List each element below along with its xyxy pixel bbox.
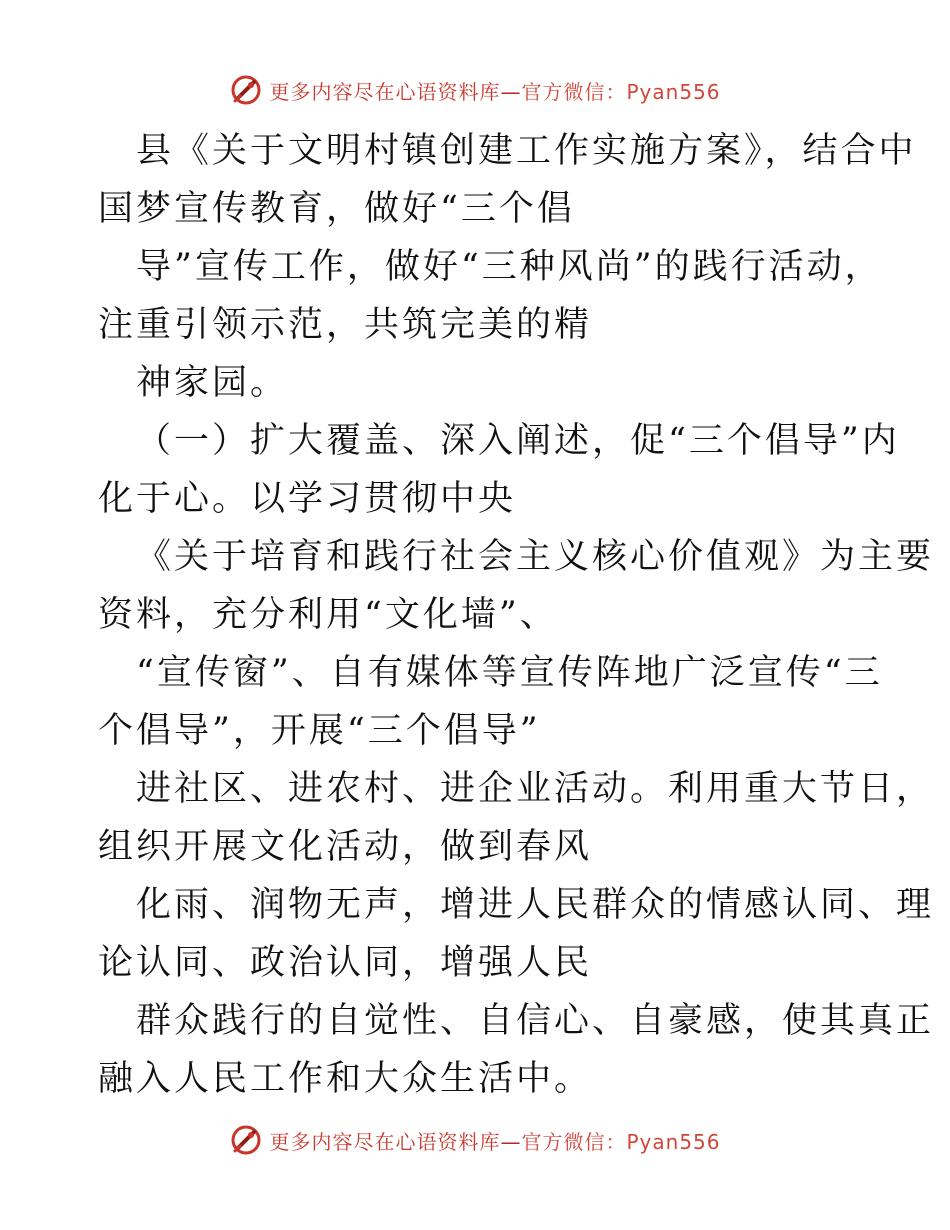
text-line: “宣传窗”、自有媒体等宣传阵地广泛宣传“三 (136, 653, 883, 693)
text-line: 县《关于文明村镇创建工作实施方案》，结合中 (136, 131, 917, 171)
banner-text (269, 76, 720, 105)
document-body (98, 122, 935, 1108)
text-line: 化于心。以学习贯彻中央 (98, 479, 517, 519)
banner-wechat-id: Pyan556 (626, 1129, 721, 1154)
text-line: 群众践行的自觉性、自信心、自豪感，使其真正 (136, 1001, 935, 1041)
banner-main-text: 更多内容尽在心语资料库 (269, 1129, 501, 1154)
banner-main-text: 更多内容尽在心语资料库 (269, 79, 501, 104)
text-line: 注重引领示范，共筑完美的精 (98, 305, 593, 345)
banner-separator: — (500, 79, 522, 104)
footer-banner (0, 1120, 950, 1160)
banner-text (269, 1126, 720, 1155)
text-line: 个倡导”，开展“三个倡导” (98, 711, 541, 751)
banner-official-label: 官方微信： (521, 79, 627, 104)
brush-pen-logo-icon (229, 1123, 263, 1157)
text-line: 化雨、润物无声，增进人民群众的情感认同、理 (136, 885, 935, 925)
brush-pen-logo-icon (229, 73, 263, 107)
banner-separator: — (500, 1129, 522, 1154)
text-line: 导”宣传工作，做好“三种风尚”的践行活动， (136, 247, 883, 287)
text-line: （一）扩大覆盖、深入阐述，促“三个倡导”内 (136, 421, 900, 461)
text-line: 组织开展文化活动，做到春风 (98, 827, 593, 867)
banner-wechat-id: Pyan556 (626, 79, 721, 104)
text-line: 论认同、政治认同，增强人民 (98, 943, 593, 983)
text-line: 进社区、进农村、进企业活动。利用重大节日， (136, 769, 935, 809)
text-line: 神家园。 (136, 363, 289, 403)
text-line: 《关于培育和践行社会主义核心价值观》为主要 (136, 537, 935, 577)
text-line: 融入人民工作和大众生活中。 (98, 1059, 593, 1099)
text-line: 国梦宣传教育，做好“三个倡 (98, 189, 575, 229)
header-banner (0, 70, 950, 110)
text-line: 资料，充分利用“文化墙”、 (98, 595, 558, 635)
banner-official-label: 官方微信： (521, 1129, 627, 1154)
